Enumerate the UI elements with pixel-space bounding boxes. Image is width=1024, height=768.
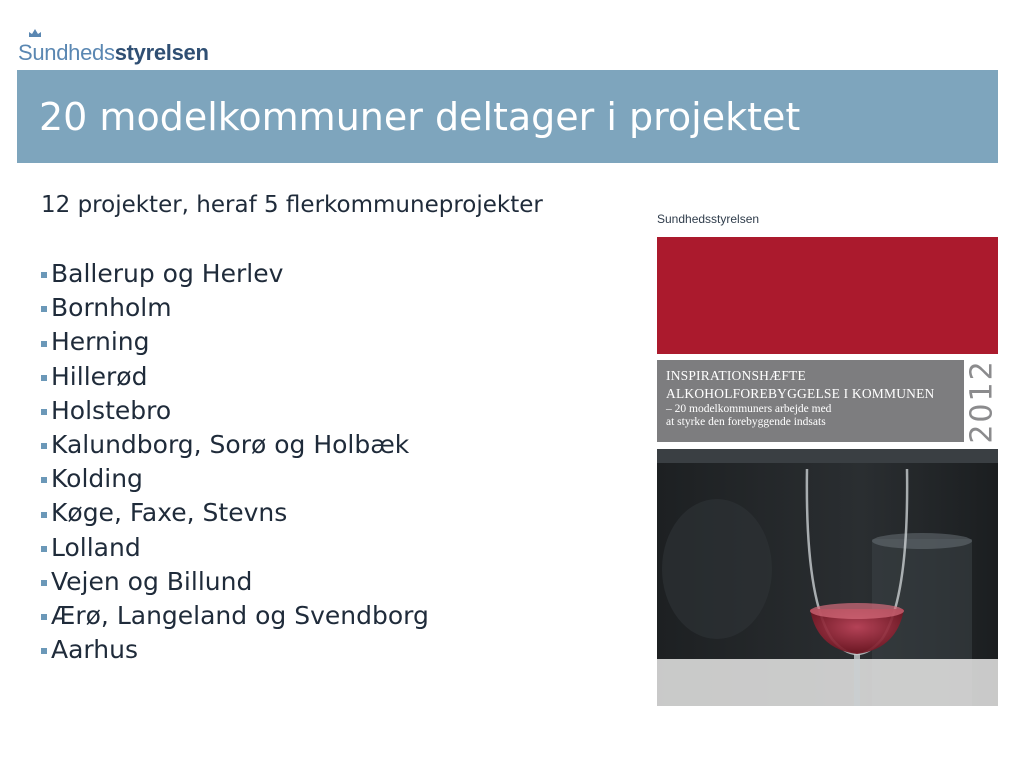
bullet-icon: [41, 375, 47, 381]
logo-text-part1: Sundheds: [18, 40, 115, 65]
crown-icon: [28, 28, 42, 38]
cover-logo: Sundhedsstyrelsen: [657, 212, 760, 226]
list-item: Holstebro: [41, 394, 429, 428]
list-item: Aarhus: [41, 633, 429, 667]
title-bar: [17, 70, 998, 163]
wine-glass-photo: [657, 449, 998, 706]
list-item: Hillerød: [41, 360, 429, 394]
list-item: Vejen og Billund: [41, 565, 429, 599]
list-item: Herning: [41, 325, 429, 359]
slide-title: 20 modelkommuner deltager i projektet: [39, 94, 801, 139]
bullet-icon: [41, 614, 47, 620]
cover-subtitle-line2: at styrke den forebyggende indsats: [666, 416, 826, 428]
list-item: Kalundborg, Sorø og Holbæk: [41, 428, 429, 462]
sundhedsstyrelsen-logo: [18, 30, 209, 64]
cover-title-line2: ALKOHOLFOREBYGGELSE I KOMMUNEN: [666, 386, 935, 401]
list-item: Bornholm: [41, 291, 429, 325]
cover-red-panel: [657, 237, 998, 354]
bullet-icon: [41, 272, 47, 278]
list-item: Lolland: [41, 531, 429, 565]
bullet-icon: [41, 341, 47, 347]
bullet-icon: [41, 546, 47, 552]
list-item: Køge, Faxe, Stevns: [41, 496, 429, 530]
bullet-icon: [41, 409, 47, 415]
cover-year: 2012: [964, 358, 1000, 444]
list-item: Kolding: [41, 462, 429, 496]
municipality-list: [41, 257, 429, 667]
cover-title-panel: [657, 360, 964, 442]
report-cover-image: [648, 200, 1000, 710]
list-item: Ærø, Langeland og Svendborg: [41, 599, 429, 633]
cover-title-line1: INSPIRATIONSHÆFTE: [666, 368, 806, 383]
bullet-icon: [41, 306, 47, 312]
wine-glass-icon: [657, 449, 998, 706]
bullet-icon: [41, 580, 47, 586]
cover-subtitle-line1: – 20 modelkommuners arbejde med: [666, 403, 832, 415]
intro-text: 12 projekter, heraf 5 flerkommuneprojekter: [41, 192, 543, 218]
logo-text-part2: styrelsen: [114, 40, 209, 65]
bullet-icon: [41, 443, 47, 449]
list-item: Ballerup og Herlev: [41, 257, 429, 291]
bullet-icon: [41, 477, 47, 483]
bullet-icon: [41, 648, 47, 654]
bullet-icon: [41, 512, 47, 518]
